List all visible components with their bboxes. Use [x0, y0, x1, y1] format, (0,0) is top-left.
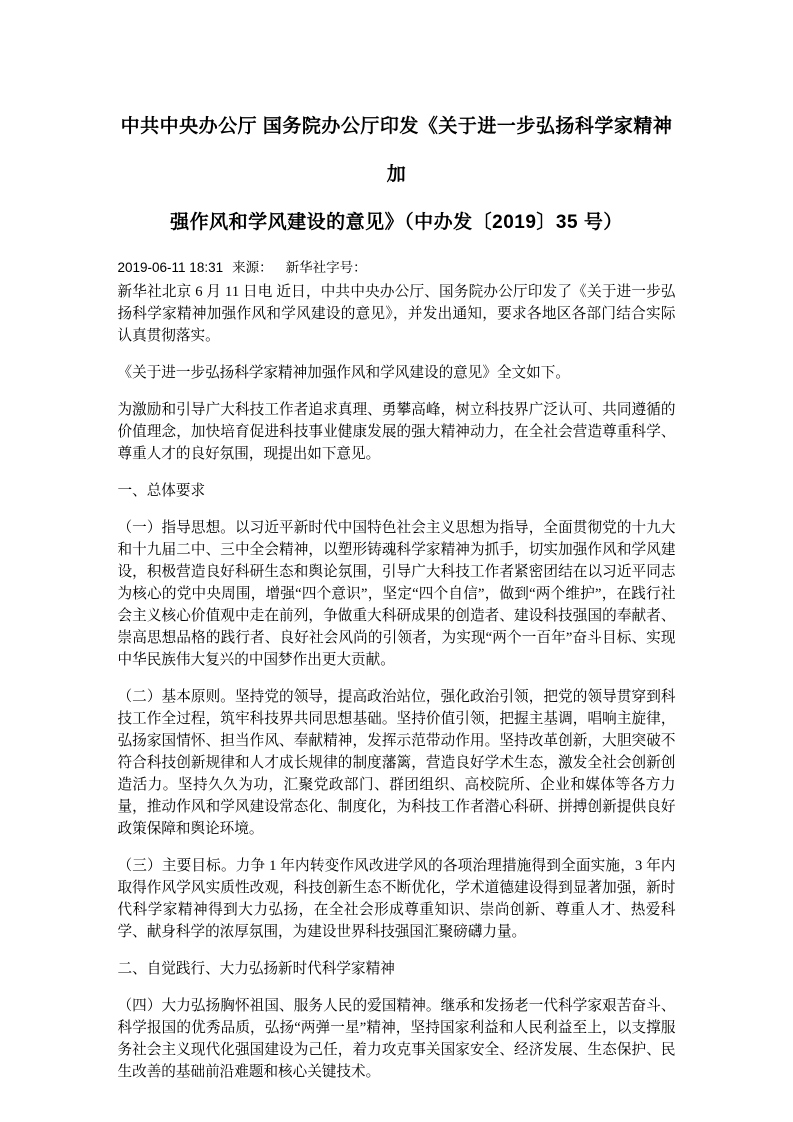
paragraph-patriotic-spirit: （四）大力弘扬胸怀祖国、服务人民的爱国精神。继承和发扬老一代科学家艰苦奋斗、科学报国的优秀品质，弘扬“两弹一星”精神，坚持国家利益和人民利益至上，以支撑服务社会主义现代化强国建设为己任，着力攻克事关国家安全、经济发展、生态保护、民生改善的基础前沿难题和核心关键技术。 — [117, 998, 676, 1081]
paragraph-intro-news: 新华社北京 6 月 11 日电 近日，中共中央办公厅、国务院办公厅印发了《关于进一步弘扬科学家精神加强作风和学风建设的意见》，并发出通知，要求各地区各部门结合实际认真贯彻落实。 — [117, 284, 676, 345]
fontsize-label: 字号： — [326, 260, 367, 276]
source-label: 来源： — [232, 260, 273, 276]
paragraph-guiding-ideology: （一）指导思想。以习近平新时代中国特色社会主义思想为指导，全面贯彻党的十九大和十九届二中、三中全会精神，以塑形铸魂科学家精神为抓手，切实加强作风和学风建设，积极营造良好科研生态和舆论氛围，引导广大科技工作者紧密团结在以习近平同志为核心的党中央周围，增强“四个意识”，坚定“四个自信”，做到“两个维护”，在践行社会主义核心价值观中走在前列，争做重大科研成果的创造者、建设科技强国的奉献者、崇高思想品格的践行者、良好社会风尚的引领者，为实现“两个一百年”奋斗目标、实现中华民族伟大复兴的中国梦作出更大贡献。 — [117, 520, 676, 669]
section-heading-1: 一、总体要求 — [117, 483, 206, 500]
source-value: 新华社 — [285, 260, 327, 276]
section-heading-2: 二、自觉践行、大力弘扬新时代科学家精神 — [117, 961, 395, 978]
paragraph-basic-principles: （二）基本原则。坚持党的领导，提高政治站位，强化政治引领，把党的领导贯穿到科技工作全过程，筑牢科技界共同思想基础。坚持价值引领，把握主基调，唱响主旋律，弘扬家国情怀、担当作风、奉献精神，发挥示范带动作用。坚持改革创新，大胆突破不符合科技创新规律和人才成长规律的制度藩篱，营造良好学术生态，激发全社会创新创造活力。坚持久久为功，汇聚党政部门、群团组织、高校院所、企业和媒体等各方力量，推动作风和学风建设常态化、制度化，为科技工作者潜心科研、拼搏创新提供良好政策保障和舆论环境。 — [117, 689, 676, 838]
document-title-line1: 中共中央办公厅 国务院办公厅印发《关于进一步弘扬科学家精神加 — [120, 115, 673, 185]
document-title — [118, 103, 676, 247]
document-title-line2: 强作风和学风建设的意见》（中办发〔2019〕35 号） — [170, 211, 623, 233]
paragraph-preamble: 为激励和引导广大科技工作者追求真理、勇攀高峰，树立科技界广泛认可、共同遵循的价值理念，加快培育促进科技事业健康发展的强大精神动力，在全社会营造尊重科学、尊重人才的良好氛围，现提出如下意见。 — [117, 402, 676, 463]
publish-datetime: 2019-06-11 18:31 — [117, 260, 224, 276]
document-body — [118, 281, 676, 1083]
paragraph-fulltext-note: 《关于进一步弘扬科学家精神加强作风和学风建设的意见》全文如下。 — [117, 365, 570, 382]
article-meta — [118, 259, 676, 277]
paragraph-main-goals: （三）主要目标。力争 1 年内转变作风改进学风的各项治理措施得到全面实施，3 年内取得作风学风实质性改观，科技创新生态不断优化，学术道德建设得到显著加强，新时代科学家精神得到大力弘扬，在全社会形成尊重知识、崇尚创新、尊重人才、热爱科学、献身科学的浓厚氛围，为建设世界科技强国汇聚磅礴力量。 — [117, 858, 676, 941]
document-content — [118, 0, 676, 1083]
